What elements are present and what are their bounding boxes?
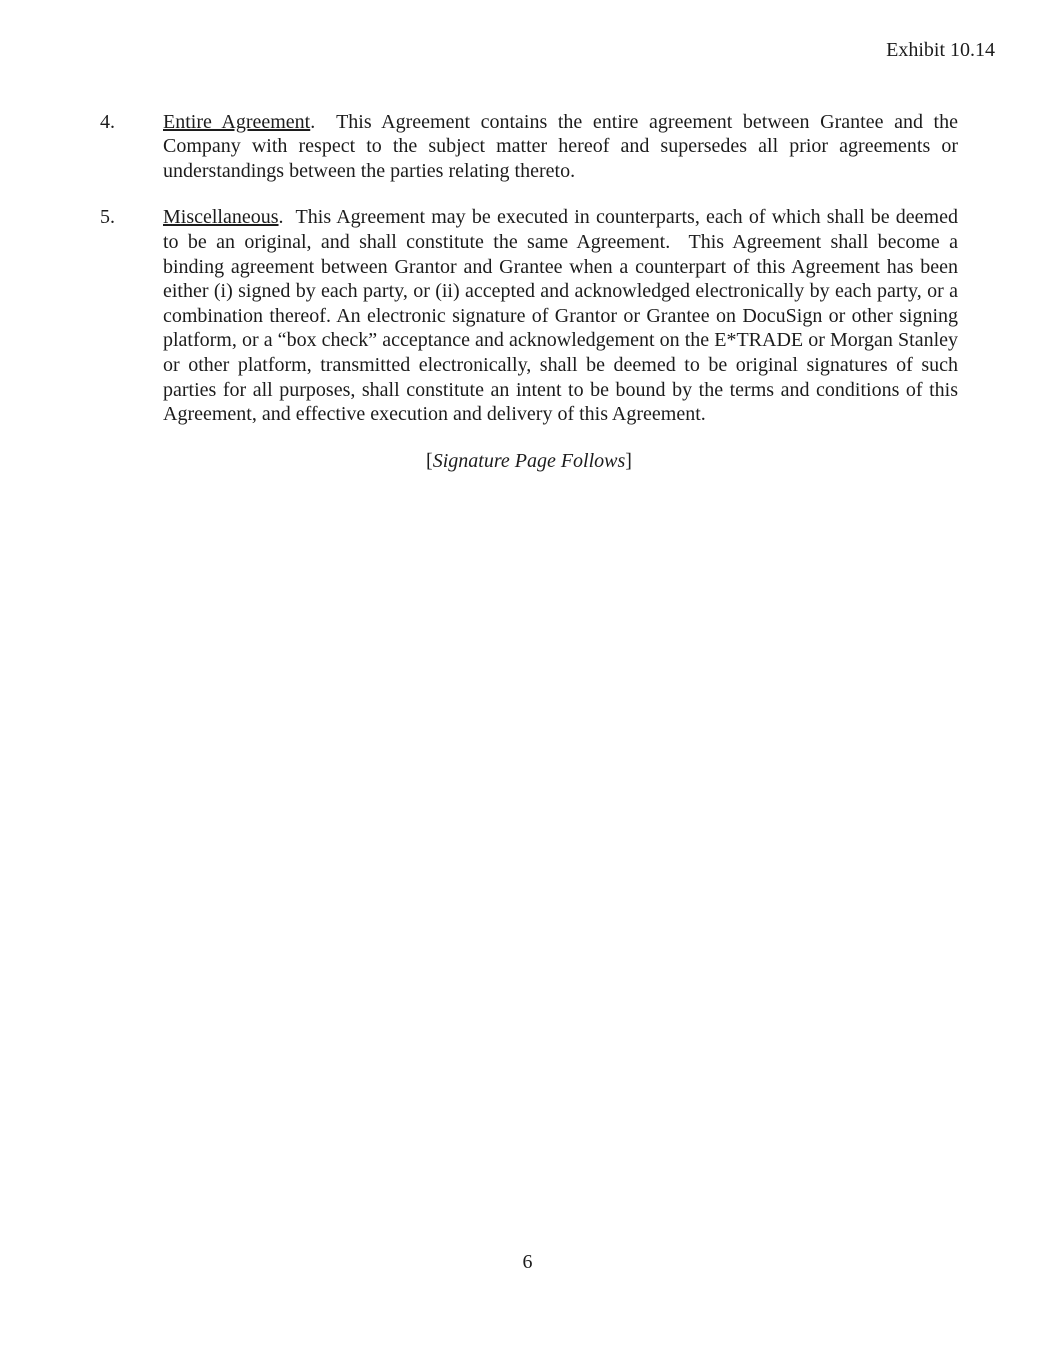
section-body-text: . This Agreement contains the entire agreement between Grantee and the Company with respect to the subject matter hereof and supersedes all prior agreements or understandings between the parties relating thereto. [163,110,963,182]
section-paragraph [163,205,963,426]
exhibit-label: Exhibit 10.14 [886,39,995,61]
numbered-section-entire-agreement [100,110,963,184]
section-body-text: . This Agreement may be executed in counterparts, each of which shall be deemed to be an original, and shall constitute the same Agreement. This Agreement shall become a binding agreement between Grantor and Grantee when a counterpart of this Agreement has been either (i) signed by each party, or (ii) accepted and acknowledged electronically by each party, or a combination thereof. An electronic signature of Grantor or Grantee on DocuSign or other signing platform, or a “box check” acceptance and acknowledgement on the E*TRADE or Morgan Stanley or other platform, transmitted electronically, shall be deemed to be original signatures of such parties for all purposes, shall constitute an intent to be bound by the terms and conditions of this Agreement, and effective execution and delivery of this Agreement. [163,206,963,426]
page-number: 6 [522,1251,533,1274]
section-heading: Entire Agreement [163,110,311,133]
document-body [100,110,963,474]
signature-page-notice [100,449,958,474]
section-number: 5. [100,206,115,229]
signature-notice-open-bracket: [ [426,449,433,472]
section-number: 4. [100,110,115,133]
section-paragraph [163,110,963,184]
signature-notice-close-bracket: ] [625,449,632,472]
signature-notice-text: Signature Page Follows [432,449,626,472]
numbered-section-miscellaneous [100,205,963,426]
section-heading: Miscellaneous [163,206,279,229]
